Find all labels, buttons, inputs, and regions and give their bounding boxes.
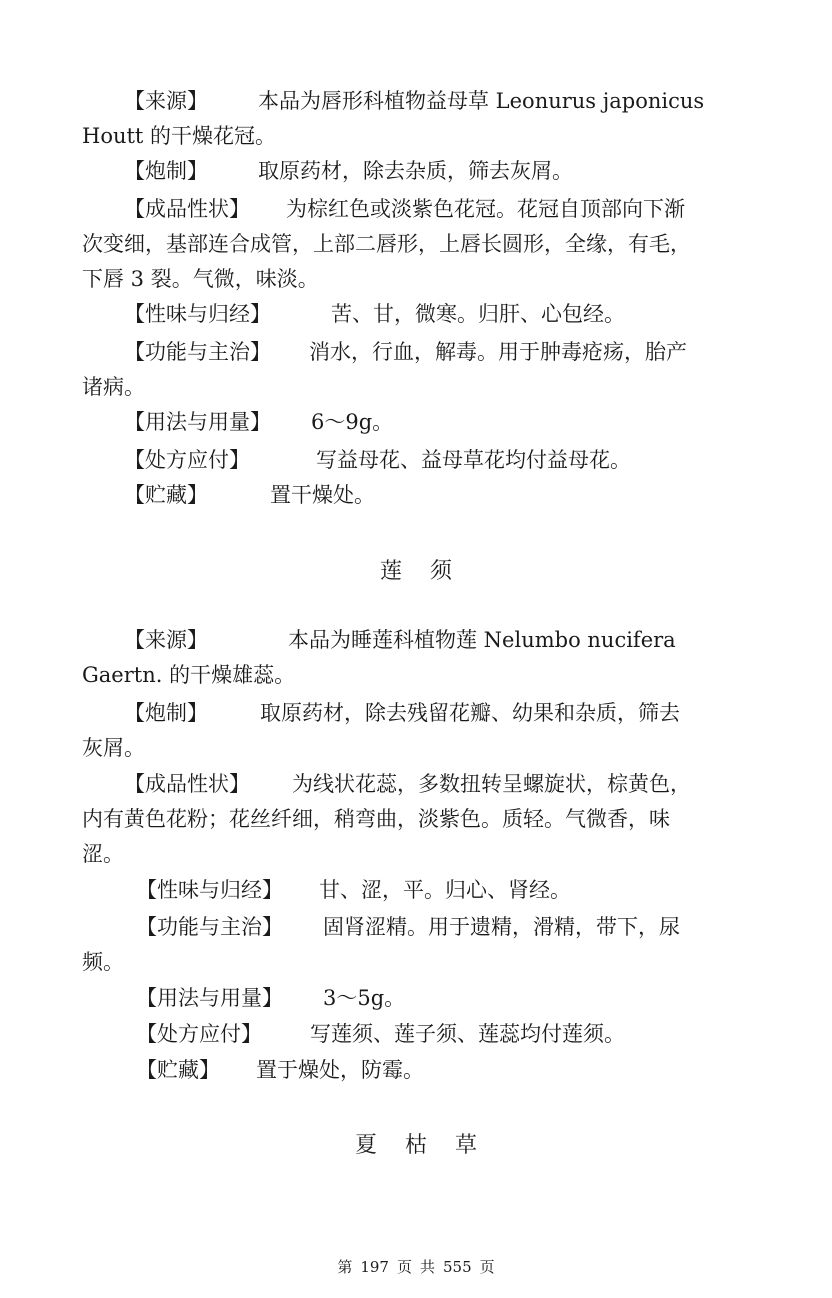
- paozhi-text: 取原药材，除去杂质，筛去灰屑。: [258, 159, 573, 183]
- xingzhuang-paragraph: [82, 767, 750, 872]
- gongneng-label: 【功能与主治】: [136, 915, 283, 939]
- xingwei-label: 【性味与归经】: [136, 878, 283, 902]
- xingwei-paragraph: [82, 873, 750, 908]
- xingwei-paragraph: [82, 297, 750, 332]
- total-page-count: 555: [443, 1258, 472, 1276]
- laiyuan-paragraph: [82, 623, 750, 693]
- yongfa-text: 6～9g。: [311, 410, 394, 434]
- laiyuan-paragraph: [82, 84, 750, 154]
- chufang-paragraph: [82, 1017, 750, 1052]
- laiyuan-label: 【来源】: [124, 628, 208, 652]
- chufang-paragraph: [82, 443, 750, 478]
- chufang-text: 写莲须、莲子须、莲蕊均付莲须。: [310, 1022, 625, 1046]
- zhucang-text: 置干燥处。: [270, 483, 375, 507]
- laiyuan-text: 本品为唇形科植物益母草 Leonurus japonicus: [258, 89, 705, 113]
- paozhi-text: 取原药材，除去残留花瓣、幼果和杂质，筛去: [260, 701, 680, 725]
- chufang-text: 写益母花、益母草花均付益母花。: [316, 448, 631, 472]
- section-title-xiakucao: 夏 枯 草: [354, 1133, 478, 1158]
- current-page-number: 197: [360, 1258, 389, 1276]
- xingwei-label: 【性味与归经】: [124, 302, 271, 326]
- gongneng-text-cont: 频。: [82, 950, 124, 974]
- yongfa-label: 【用法与用量】: [124, 410, 271, 434]
- gongneng-text: 消水，行血，解毒。用于肿毒疮疡，胎产: [309, 340, 687, 364]
- paozhi-paragraph: [82, 696, 750, 766]
- laiyuan-text-cont: Gaertn. 的干燥雄蕊。: [82, 663, 296, 687]
- section-title-lianxu: 莲 须: [379, 559, 453, 584]
- xingzhuang-paragraph: [82, 192, 750, 297]
- laiyuan-text: 本品为睡莲科植物莲 Nelumbo nucifera: [288, 628, 676, 652]
- yongfa-label: 【用法与用量】: [136, 986, 283, 1010]
- zhucang-text: 置于燥处，防霉。: [256, 1058, 424, 1082]
- paozhi-label: 【炮制】: [124, 159, 208, 183]
- page-footer: 第 197 页 共 555 页: [337, 1258, 495, 1276]
- xingzhuang-text-cont: 下唇 3 裂。气微，味淡。: [82, 267, 319, 291]
- xingwei-text: 甘、涩，平。归心、肾经。: [319, 878, 571, 902]
- chufang-label: 【处方应付】: [136, 1022, 262, 1046]
- yongfa-text: 3～5g。: [323, 986, 406, 1010]
- xingzhuang-text: 为线状花蕊，多数扭转呈螺旋状，棕黄色，: [292, 772, 691, 796]
- zhucang-paragraph: [82, 1053, 750, 1088]
- gongneng-text-cont: 诸病。: [82, 375, 145, 399]
- paozhi-paragraph: [82, 154, 750, 189]
- gongneng-paragraph: [82, 335, 750, 405]
- xingzhuang-text-cont: 涩。: [82, 842, 124, 866]
- zhucang-label: 【贮藏】: [136, 1058, 220, 1082]
- gongneng-text: 固肾涩精。用于遗精，滑精，带下，尿: [323, 915, 680, 939]
- paozhi-text-cont: 灰屑。: [82, 736, 145, 760]
- xingzhuang-text: 为棕红色或淡紫色花冠。花冠自顶部向下渐: [286, 197, 685, 221]
- xingzhuang-text-cont: 次变细，基部连合成管，上部二唇形，上唇长圆形，全缘，有毛，: [82, 232, 691, 256]
- zhucang-paragraph: [82, 478, 750, 513]
- yongfa-paragraph: [82, 405, 750, 440]
- gongneng-label: 【功能与主治】: [124, 340, 271, 364]
- xingzhuang-label: 【成品性状】: [124, 197, 250, 221]
- zhucang-label: 【贮藏】: [124, 483, 208, 507]
- xingzhuang-text-cont: 内有黄色花粉；花丝纤细，稍弯曲，淡紫色。质轻。气微香，味: [82, 807, 670, 831]
- paozhi-label: 【炮制】: [124, 701, 208, 725]
- chufang-label: 【处方应付】: [124, 448, 250, 472]
- xingwei-text: 苦、甘，微寒。归肝、心包经。: [331, 302, 625, 326]
- laiyuan-label: 【来源】: [124, 89, 208, 113]
- yongfa-paragraph: [82, 981, 750, 1016]
- xingzhuang-label: 【成品性状】: [124, 772, 250, 796]
- gongneng-paragraph: [82, 910, 750, 980]
- laiyuan-text-cont: Houtt 的干燥花冠。: [82, 124, 277, 148]
